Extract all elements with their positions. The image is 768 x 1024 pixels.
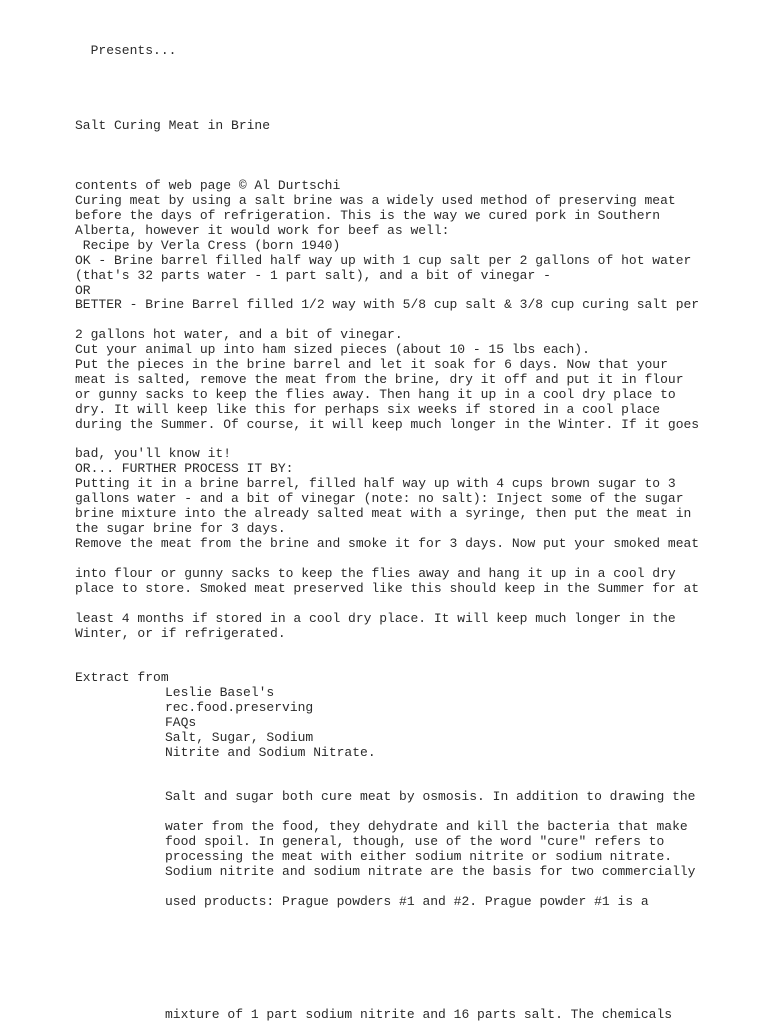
extract-body-line: water from the food, they dehydrate and kill the bacteria that make xyxy=(165,819,688,834)
extract-faqs: FAQs xyxy=(165,715,197,730)
body-line: OR... FURTHER PROCESS IT BY: xyxy=(75,461,294,476)
extract-body-line: processing the meat with either sodium nitrite or sodium nitrate. xyxy=(165,849,673,864)
body-line: Cut your animal up into ham sized pieces (about 10 - 15 lbs each). xyxy=(75,342,590,357)
body-line: Winter, or if refrigerated. xyxy=(75,626,286,641)
body-line: Alberta, however it would work for beef as well: xyxy=(75,223,450,238)
body-line: brine mixture into the already salted meat with a syringe, then put the meat in xyxy=(75,506,692,521)
page-title: Salt Curing Meat in Brine xyxy=(75,118,271,133)
extract-label: Extract from xyxy=(75,670,169,685)
body-line: dry. It will keep like this for perhaps six weeks if stored in a cool place xyxy=(75,402,661,417)
body-line: 2 gallons hot water, and a bit of vinegar. xyxy=(75,327,403,342)
body-line: before the days of refrigeration. This is the way we cured pork in Southern xyxy=(75,208,661,223)
body-line: gallons water - and a bit of vinegar (note: no salt): Inject some of the sugar xyxy=(75,491,684,506)
body-line: Recipe by Verla Cress (born 1940) xyxy=(75,238,341,253)
extract-body-line: Sodium nitrite and sodium nitrate are the basis for two commercially xyxy=(165,864,696,879)
body-line: Putting it in a brine barrel, filled half way up with 4 cups brown sugar to 3 xyxy=(75,476,676,491)
extract-body-line: mixture of 1 part sodium nitrite and 16 parts salt. The chemicals xyxy=(165,1007,673,1022)
body-line: Curing meat by using a salt brine was a widely used method of preserving meat xyxy=(75,193,676,208)
body-line: OK - Brine barrel filled half way up with 1 cup salt per 2 gallons of hot water xyxy=(75,253,692,268)
credit-line: contents of web page © Al Durtschi xyxy=(75,178,341,193)
extract-body-line: used products: Prague powders #1 and #2. Prague powder #1 is a xyxy=(165,894,649,909)
extract-body-line: Salt and sugar both cure meat by osmosis. In addition to drawing the xyxy=(165,789,696,804)
extract-source: rec.food.preserving xyxy=(165,700,314,715)
body-line: place to store. Smoked meat preserved like this should keep in the Summer for at xyxy=(75,581,700,596)
body-line: the sugar brine for 3 days. xyxy=(75,521,286,536)
extract-topic: Salt, Sugar, Sodium xyxy=(165,730,314,745)
body-line: Put the pieces in the brine barrel and let it soak for 6 days. Now that your xyxy=(75,357,668,372)
body-line: Remove the meat from the brine and smoke it for 3 days. Now put your smoked meat xyxy=(75,536,700,551)
body-line: BETTER - Brine Barrel filled 1/2 way with 5/8 cup salt & 3/8 cup curing salt per xyxy=(75,297,700,312)
body-line: meat is salted, remove the meat from the brine, dry it off and put it in flour xyxy=(75,372,684,387)
extract-body-line: food spoil. In general, though, use of the word "cure" refers to xyxy=(165,834,665,849)
body-line: or gunny sacks to keep the flies away. Then hang it up in a cool dry place to xyxy=(75,387,676,402)
body-line: OR xyxy=(75,283,91,298)
body-line: bad, you'll know it! xyxy=(75,446,232,461)
presents-text: Presents... xyxy=(75,43,177,58)
extract-author: Leslie Basel's xyxy=(165,685,275,700)
body-line: (that's 32 parts water - 1 part salt), and a bit of vinegar - xyxy=(75,268,551,283)
body-line: least 4 months if stored in a cool dry place. It will keep much longer in the xyxy=(75,611,676,626)
extract-topic: Nitrite and Sodium Nitrate. xyxy=(165,745,376,760)
body-line: into flour or gunny sacks to keep the flies away and hang it up in a cool dry xyxy=(75,566,676,581)
body-line: during the Summer. Of course, it will keep much longer in the Winter. If it goes xyxy=(75,417,700,432)
